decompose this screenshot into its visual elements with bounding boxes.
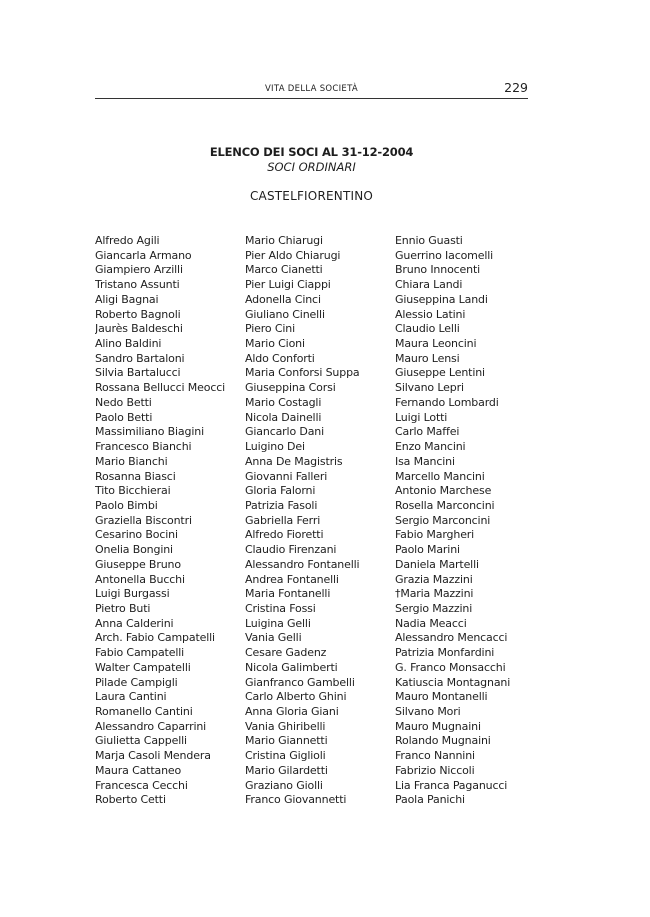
member-name: G. Franco Monsacchi	[395, 660, 506, 674]
member-name: Giuseppe Bruno	[95, 557, 181, 571]
member-name: Paolo Bimbi	[95, 498, 158, 512]
member-name: Nicola Galimberti	[245, 660, 338, 674]
member-name: Fernando Lombardi	[395, 395, 499, 409]
member-name: Antonella Bucchi	[95, 572, 185, 586]
member-name: Onelia Bongini	[95, 543, 173, 557]
member-name: Luigi Lotti	[395, 410, 448, 424]
page-number: 229	[504, 80, 528, 95]
member-name: Cristina Giglioli	[245, 749, 326, 763]
member-name: Cesarino Bocini	[95, 528, 178, 542]
members-column-3	[395, 234, 535, 808]
member-name: Maura Cattaneo	[95, 763, 182, 777]
member-name: Tristano Assunti	[95, 278, 180, 292]
member-name: Luigino Dei	[245, 440, 305, 454]
member-name: Luigina Gelli	[245, 616, 311, 630]
member-name: Francesca Cecchi	[95, 778, 188, 792]
member-name: Anna Calderini	[95, 616, 174, 630]
member-name: Claudio Lelli	[395, 322, 460, 336]
member-name: Alino Baldini	[95, 337, 162, 351]
member-name: Mario Bianchi	[95, 454, 168, 468]
member-name: Patrizia Fasoli	[245, 498, 318, 512]
member-name: Mauro Mugnaini	[395, 719, 481, 733]
member-name: Rolando Mugnaini	[395, 734, 491, 748]
member-name: Pilade Campigli	[95, 675, 178, 689]
member-name: Tito Bicchierai	[95, 484, 171, 498]
member-name: Graziano Giolli	[245, 778, 323, 792]
member-name: Giancarlo Dani	[245, 425, 325, 439]
member-name: Gabriella Ferri	[245, 513, 321, 527]
member-name: Walter Campatelli	[95, 660, 191, 674]
member-name: Paolo Marini	[395, 543, 460, 557]
member-name: Sandro Bartaloni	[95, 351, 185, 365]
member-name: Katiuscia Montagnani	[395, 675, 511, 689]
member-name: Carlo Alberto Ghini	[245, 690, 347, 704]
member-name: Rossana Bellucci Meocci	[95, 381, 226, 395]
member-name: Arch. Fabio Campatelli	[95, 631, 215, 645]
member-name: Nicola Dainelli	[245, 410, 322, 424]
member-name: Marja Casoli Mendera	[95, 749, 211, 763]
member-name: Cesare Gadenz	[245, 646, 327, 660]
running-title: VITA DELLA SOCIETÀ	[264, 84, 359, 94]
member-name: Pietro Buti	[95, 601, 151, 615]
member-name: Graziella Biscontri	[95, 513, 192, 527]
member-name: Giovanni Falleri	[245, 469, 328, 483]
member-name: Andrea Fontanelli	[245, 572, 339, 586]
member-name: Bruno Innocenti	[395, 263, 481, 277]
member-name: Francesco Bianchi	[95, 440, 192, 454]
member-name: Chiara Landi	[395, 278, 463, 292]
member-name: †Maria Mazzini	[395, 587, 474, 601]
member-name: Alfredo Agili	[95, 234, 160, 247]
member-name: Fabio Margheri	[395, 528, 475, 542]
member-name: Silvia Bartalucci	[95, 366, 181, 380]
member-name: Giulietta Cappelli	[95, 734, 187, 748]
member-name: Pier Luigi Ciappi	[245, 278, 331, 292]
member-name: Grazia Mazzini	[395, 572, 473, 586]
member-name: Vania Ghiribelli	[245, 719, 326, 733]
member-name: Romanello Cantini	[95, 705, 193, 718]
member-name: Silvano Lepri	[395, 381, 464, 395]
member-name: Carlo Maffei	[395, 425, 460, 439]
member-name: Alessandro Caparrini	[95, 719, 207, 733]
member-name: Laura Cantini	[95, 690, 167, 704]
section-heading: CASTELFIORENTINO	[249, 189, 374, 203]
member-name: Jaurès Baldeschi	[95, 322, 183, 336]
member-name: Anna De Magistris	[245, 454, 343, 468]
members-column-1	[95, 234, 240, 808]
member-name: Sergio Marconcini	[395, 513, 491, 527]
member-name: Pier Aldo Chiarugi	[245, 248, 341, 262]
member-name: Anna Gloria Giani	[245, 705, 339, 718]
member-name: Gianfranco Gambelli	[245, 675, 355, 689]
member-name: Giancarla Armano	[95, 248, 192, 262]
member-name: Cristina Fossi	[245, 601, 316, 615]
member-name: Giuliano Cinelli	[245, 307, 325, 321]
member-name: Alessandro Mencacci	[395, 631, 508, 645]
member-name: Mario Giannetti	[245, 734, 328, 748]
member-name: Giuseppina Corsi	[245, 381, 336, 395]
member-name: Vania Gelli	[245, 631, 302, 645]
member-name: Franco Giovannetti	[245, 793, 347, 807]
member-name: Alessio Latini	[395, 307, 466, 321]
member-name: Mario Gilardetti	[245, 763, 328, 777]
member-name: Nadia Meacci	[395, 616, 467, 630]
member-name: Gloria Falorni	[245, 484, 316, 498]
member-name: Patrizia Monfardini	[395, 646, 495, 660]
member-name: Piero Cini	[245, 322, 295, 336]
member-name: Claudio Firenzani	[245, 543, 337, 557]
member-name: Roberto Cetti	[95, 793, 166, 807]
member-name: Ennio Guasti	[395, 234, 463, 247]
members-column-2	[245, 234, 390, 808]
member-name: Rosella Marconcini	[395, 498, 495, 512]
member-name: Fabio Campatelli	[95, 646, 185, 660]
member-name: Aligi Bagnai	[95, 292, 159, 306]
member-name: Antonio Marchese	[395, 484, 492, 498]
member-name: Daniela Martelli	[395, 557, 479, 571]
member-name: Rosanna Biasci	[95, 469, 176, 483]
list-subtitle: SOCI ORDINARI	[267, 160, 356, 174]
member-name: Alessandro Fontanelli	[245, 557, 360, 571]
member-name: Lia Franca Paganucci	[395, 778, 508, 792]
member-name: Paolo Betti	[95, 410, 153, 424]
member-name: Giuseppe Lentini	[395, 366, 485, 380]
member-name: Marcello Mancini	[395, 469, 485, 483]
member-name: Mario Chiarugi	[245, 234, 323, 247]
member-name: Adonella Cinci	[245, 292, 321, 306]
member-name: Mauro Lensi	[395, 351, 460, 365]
member-name: Mario Cioni	[245, 337, 305, 351]
member-name: Fabrizio Niccoli	[395, 763, 475, 777]
list-title: ELENCO DEI SOCI AL 31-12-2004	[209, 145, 414, 159]
member-name: Guerrino Iacomelli	[395, 248, 494, 262]
member-name: Giuseppina Landi	[395, 292, 488, 306]
member-name: Maura Leoncini	[395, 337, 477, 351]
member-name: Enzo Mancini	[395, 440, 466, 454]
member-name: Massimiliano Biagini	[95, 425, 204, 439]
member-name: Sergio Mazzini	[395, 601, 473, 615]
member-name: Luigi Burgassi	[95, 587, 170, 601]
member-name: Franco Nannini	[395, 749, 475, 763]
member-name: Silvano Mori	[395, 705, 461, 718]
member-name: Mauro Montanelli	[395, 690, 488, 704]
member-name: Giampiero Arzilli	[95, 263, 183, 277]
member-name: Marco Cianetti	[245, 263, 323, 277]
member-name: Mario Costagli	[245, 395, 322, 409]
member-name: Maria Fontanelli	[245, 587, 331, 601]
member-name: Alfredo Fioretti	[245, 528, 324, 542]
member-name: Aldo Conforti	[245, 351, 315, 365]
running-header	[95, 80, 528, 99]
member-name: Nedo Betti	[95, 395, 152, 409]
member-name: Roberto Bagnoli	[95, 307, 181, 321]
member-name: Paola Panichi	[395, 793, 465, 807]
member-name: Maria Conforsi Suppa	[245, 366, 360, 380]
member-name: Isa Mancini	[395, 454, 455, 468]
